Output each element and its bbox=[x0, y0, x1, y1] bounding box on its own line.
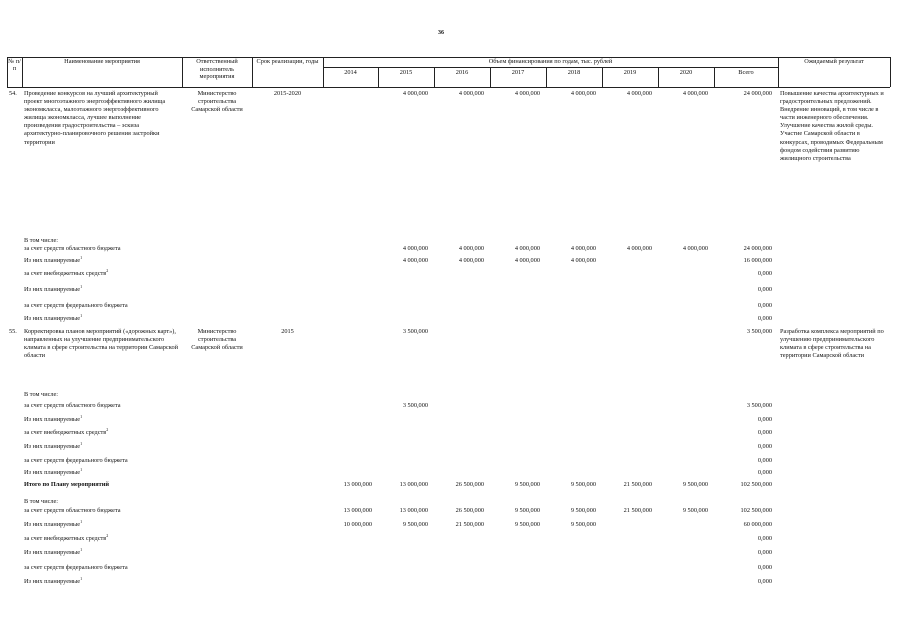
value-cell: 0,000 bbox=[757, 315, 772, 322]
value-cell: 4 000,000 bbox=[514, 90, 540, 97]
row-label: Из них планируемые$^1$ bbox=[24, 284, 83, 293]
footnote-marker: 1 bbox=[80, 313, 83, 318]
value-cell: 4 000,000 bbox=[514, 245, 540, 252]
value-cell: 0,000 bbox=[757, 469, 772, 476]
value-cell: 4 000,000 bbox=[514, 257, 540, 264]
header-result: Ожидаемый результат bbox=[804, 58, 864, 65]
value-cell: 3 500,000 bbox=[746, 402, 772, 409]
item54-name: Проведение конкурсов на лучший архитектурный проект многоэтажного энергоэффективного жилища экономкласса, малоэтажного энергоэффективного жилища экономкласса, лучшее выполнение произведения градостроительства – эскиза архитектурно-планировочного решения застройки территории bbox=[24, 90, 166, 146]
value-cell: 4 000,000 bbox=[458, 245, 484, 252]
value-cell: 0,000 bbox=[757, 416, 772, 423]
footnote-marker: 1 bbox=[80, 519, 83, 524]
value-cell: 10 000,000 bbox=[343, 521, 372, 528]
row-label: Из них планируемые$^1$ bbox=[24, 547, 83, 556]
item54-executor: Министерство строительства Самарской области bbox=[191, 90, 243, 114]
footnote-marker: 1 bbox=[80, 255, 83, 260]
value-cell: 0,000 bbox=[757, 302, 772, 309]
row-label: В том числе: bbox=[24, 391, 59, 398]
value-cell: 9 500,000 bbox=[514, 507, 540, 514]
item54-result: Повышение качества архитектурных и градостроительных предложений. Внедрение инноваций, в том числе в части инженерного обеспечения. Улучшение качества жилой среды. Участие Самарской области в конкурсах, проводимых Федеральным фондом содействия развитию жилищного строительства bbox=[780, 90, 884, 162]
value-cell: 0,000 bbox=[757, 443, 772, 450]
financing-subheader-rule bbox=[323, 67, 778, 68]
value-cell: 13 000,000 bbox=[399, 481, 428, 488]
value-cell: 60 000,000 bbox=[743, 521, 772, 528]
item55-result: Разработка комплекса мероприятий по улучшению предпринимательского климата в сфере строительства на территории Самарской области bbox=[780, 328, 884, 360]
header-executor: Ответственный исполнитель мероприятия bbox=[196, 58, 238, 81]
value-cell: 9 500,000 bbox=[570, 521, 596, 528]
value-cell: 4 000,000 bbox=[570, 257, 596, 264]
value-cell: 9 500,000 bbox=[402, 521, 428, 528]
col-rule bbox=[890, 57, 891, 87]
row-label: за счет средств федерального бюджета bbox=[24, 457, 128, 464]
item54-term: 2015-2020 bbox=[273, 90, 302, 97]
header-year: Всего bbox=[738, 69, 754, 76]
row-label: Из них планируемые$^1$ bbox=[24, 467, 83, 476]
item55-term: 2015 bbox=[281, 328, 294, 335]
value-cell: 3 500,000 bbox=[402, 402, 428, 409]
value-cell: 4 000,000 bbox=[402, 90, 428, 97]
value-cell: 9 500,000 bbox=[682, 481, 708, 488]
value-cell: 4 000,000 bbox=[682, 245, 708, 252]
value-cell: 3 500,000 bbox=[402, 328, 428, 335]
value-cell: 9 500,000 bbox=[514, 481, 540, 488]
value-cell: 0,000 bbox=[757, 549, 772, 556]
header-bottom-rule bbox=[7, 87, 890, 88]
value-cell: 0,000 bbox=[757, 578, 772, 585]
value-cell: 24 000,000 bbox=[743, 90, 772, 97]
header-num: № п/п bbox=[8, 58, 21, 73]
value-cell: 4 000,000 bbox=[402, 257, 428, 264]
row-label: Из них планируемые$^1$ bbox=[24, 441, 83, 450]
total-label: Итого по Плану мероприятий bbox=[24, 481, 110, 488]
row-label: Из них планируемые$^1$ bbox=[24, 519, 83, 528]
value-cell: 4 000,000 bbox=[682, 90, 708, 97]
value-cell: 26 500,000 bbox=[455, 481, 484, 488]
value-cell: 4 000,000 bbox=[402, 245, 428, 252]
value-cell: 4 000,000 bbox=[458, 90, 484, 97]
value-cell: 0,000 bbox=[757, 535, 772, 542]
row-label: за счет средств федерального бюджета bbox=[24, 302, 128, 309]
row-label: Из них планируемые$^1$ bbox=[24, 576, 83, 585]
value-cell: 102 500,000 bbox=[740, 507, 772, 514]
header-financing: Объем финансирования по годам, тыс. рублей bbox=[488, 58, 613, 65]
value-cell: 9 500,000 bbox=[570, 507, 596, 514]
value-cell: 9 500,000 bbox=[514, 521, 540, 528]
value-cell: 102 500,000 bbox=[740, 481, 772, 488]
value-cell: 21 500,000 bbox=[623, 481, 652, 488]
row-label: за счет средств областного бюджета bbox=[24, 507, 121, 514]
footnote-marker: 1 bbox=[80, 284, 83, 289]
row-label: Из них планируемые$^1$ bbox=[24, 313, 83, 322]
value-cell: 0,000 bbox=[757, 564, 772, 571]
value-cell: 3 500,000 bbox=[746, 328, 772, 335]
item54-num: 54. bbox=[9, 90, 17, 97]
value-cell: 4 000,000 bbox=[570, 90, 596, 97]
value-cell: 4 000,000 bbox=[626, 90, 652, 97]
row-label: Из них планируемые$^1$ bbox=[24, 414, 83, 423]
header-term: Срок реализации, годы bbox=[256, 58, 319, 65]
row-label: Из них планируемые$^1$ bbox=[24, 255, 83, 264]
value-cell: 16 000,000 bbox=[743, 257, 772, 264]
footnote-marker: 2 bbox=[106, 268, 109, 273]
header-year: 2017 bbox=[511, 69, 525, 76]
value-cell: 4 000,000 bbox=[458, 257, 484, 264]
item55-num: 55. bbox=[9, 328, 17, 335]
row-label: за счет внебюджетных средств$^2$ bbox=[24, 533, 109, 542]
row-label: В том числе: bbox=[24, 237, 59, 244]
value-cell: 21 500,000 bbox=[623, 507, 652, 514]
row-label: за счет внебюджетных средств$^2$ bbox=[24, 427, 109, 436]
value-cell: 13 000,000 bbox=[343, 507, 372, 514]
footnote-marker: 1 bbox=[80, 467, 83, 472]
value-cell: 24 000,000 bbox=[743, 245, 772, 252]
value-cell: 9 500,000 bbox=[570, 481, 596, 488]
value-cell: 0,000 bbox=[757, 457, 772, 464]
row-label: за счет средств областного бюджета bbox=[24, 402, 121, 409]
header-year: 2014 bbox=[344, 69, 357, 76]
value-cell: 0,000 bbox=[757, 286, 772, 293]
value-cell: 26 500,000 bbox=[455, 507, 484, 514]
row-label: В том числе: bbox=[24, 498, 59, 505]
item55-executor: Министерство строительства Самарской области bbox=[191, 328, 243, 352]
value-cell: 13 000,000 bbox=[399, 507, 428, 514]
header-year: 2018 bbox=[567, 69, 581, 76]
value-cell: 4 000,000 bbox=[570, 245, 596, 252]
value-cell: 9 500,000 bbox=[682, 507, 708, 514]
row-label: за счет внебюджетных средств$^2$ bbox=[24, 268, 109, 277]
footnote-marker: 1 bbox=[80, 576, 83, 581]
page-number: 36 bbox=[438, 30, 444, 36]
header-year: 2019 bbox=[623, 69, 637, 76]
value-cell: 21 500,000 bbox=[455, 521, 484, 528]
footnote-marker: 1 bbox=[80, 414, 83, 419]
col-rule bbox=[252, 57, 253, 87]
header-year: 2020 bbox=[679, 69, 693, 76]
footnote-marker: 1 bbox=[80, 547, 83, 552]
footnote-marker: 2 bbox=[106, 427, 109, 432]
value-cell: 4 000,000 bbox=[626, 245, 652, 252]
header-name: Наименование мероприятия bbox=[64, 58, 140, 65]
col-rule bbox=[182, 57, 183, 87]
footnote-marker: 1 bbox=[80, 441, 83, 446]
value-cell: 13 000,000 bbox=[343, 481, 372, 488]
row-label: за счет средств федерального бюджета bbox=[24, 564, 128, 571]
item55-name: Корректировка планов мероприятий («дорожных карт»), направленных на улучшение предпринимательского климата в сфере строительства на территории Самарской области bbox=[24, 328, 178, 360]
header-year: 2016 bbox=[455, 69, 469, 76]
row-label: за счет средств областного бюджета bbox=[24, 245, 121, 252]
header-year: 2015 bbox=[399, 69, 413, 76]
value-cell: 0,000 bbox=[757, 429, 772, 436]
footnote-marker: 2 bbox=[106, 533, 109, 538]
value-cell: 0,000 bbox=[757, 270, 772, 277]
